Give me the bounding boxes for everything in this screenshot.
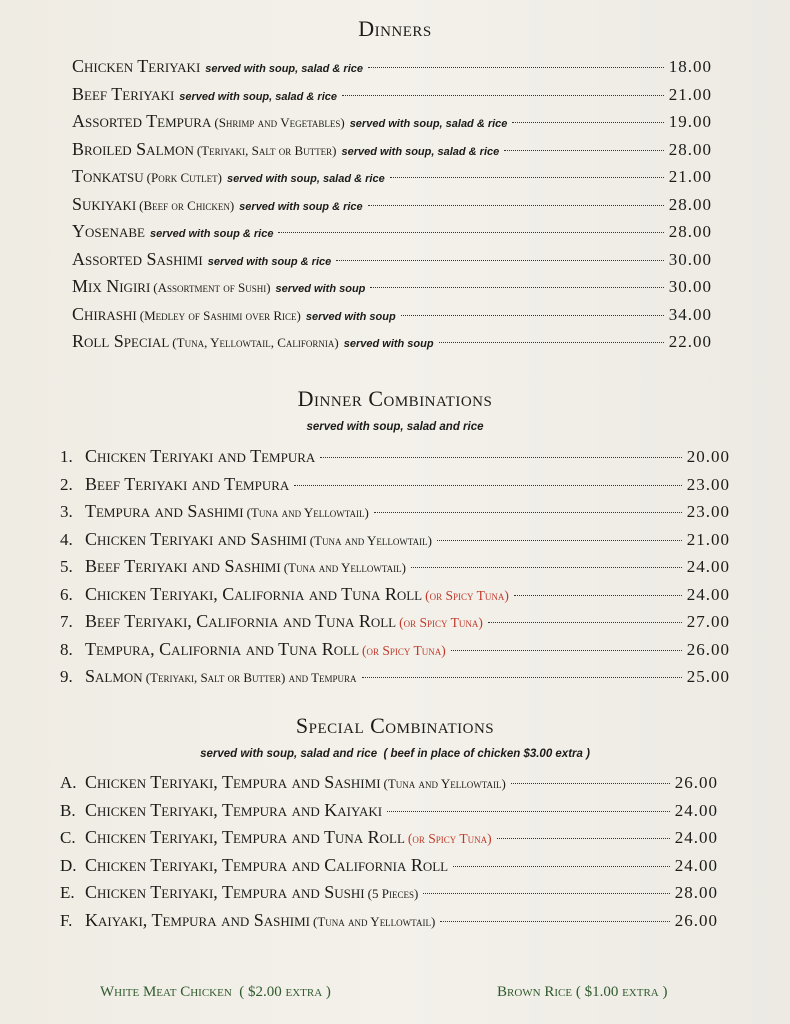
item-spicy-option: (or Spicy Tuna) (362, 642, 446, 658)
item-note: (Beef or Chicken) (139, 197, 235, 213)
item-name: Yosenabe (72, 221, 145, 241)
dot-leader (387, 811, 670, 812)
dot-leader (453, 866, 670, 867)
dot-leader (362, 677, 682, 678)
item-description: served with soup (343, 338, 434, 350)
dinner-combinations-heading: Dinner Combinations (297, 386, 493, 411)
item-note: (Tuna and Yellowtail) (246, 505, 369, 520)
menu-item (72, 194, 712, 222)
item-marker: 7. (60, 612, 73, 631)
item-description: served with soup, salad & rice (205, 63, 364, 75)
item-description: served with soup & rice (239, 200, 363, 213)
item-name: Tempura and Sashimi (85, 501, 244, 521)
item-price: 24.00 (674, 855, 718, 875)
item-name: Chicken Teriyaki, Tempura and California Roll (85, 854, 449, 875)
item-marker: 1. (60, 447, 73, 466)
item-name: Beef Teriyaki and Tempura (85, 473, 290, 494)
item-price: 26.00 (686, 639, 730, 659)
item-note: (Assortment of Sushi) (153, 280, 271, 295)
item-note: (Tuna and Yellowtail) (313, 913, 436, 929)
dot-leader (488, 622, 682, 623)
item-name: Chicken Teriyaki and Tempura (85, 446, 316, 466)
item-marker: E. (60, 883, 75, 902)
dinners-heading: Dinners (358, 16, 432, 41)
item-name: Tonkatsu (72, 166, 144, 186)
item-name: Broiled Salmon (72, 138, 194, 159)
dot-leader (370, 287, 663, 288)
menu-item (72, 84, 712, 112)
item-description: served with soup (305, 310, 396, 323)
item-name: Salmon (85, 666, 143, 686)
brown-rice-note: Brown Rice ( $1.00 extra ) (497, 984, 668, 1000)
item-note: (Tuna, Yellowtail, California) (172, 335, 339, 350)
item-note: (Teriyaki, Salt or Butter) (196, 142, 337, 158)
menu-item (72, 111, 712, 139)
item-price: 23.00 (686, 474, 730, 494)
item-description: served with soup, salad & rice (349, 118, 508, 130)
white-meat-chicken-note: White Meat Chicken ( $2.00 extra ) (100, 984, 331, 1000)
item-name: Assorted Tempura (72, 111, 212, 131)
item-name: Chicken Teriyaki, Tempura and Sushi (85, 882, 365, 902)
item-price: 34.00 (668, 304, 712, 324)
item-spicy-option: (or Spicy Tuna) (399, 615, 483, 630)
dot-leader (294, 485, 681, 486)
item-marker: 6. (60, 584, 73, 604)
menu-item (60, 474, 730, 502)
item-name: Chicken Teriyaki, California and Tuna Roll (85, 583, 423, 604)
item-marker: 8. (60, 639, 73, 659)
menu-item (60, 910, 718, 938)
item-price: 26.00 (674, 910, 718, 930)
dot-leader (368, 67, 664, 68)
item-note: (Tuna and Yellowtail) (383, 776, 506, 791)
menu-item (60, 882, 718, 910)
item-name: Sukiyaki (72, 193, 137, 214)
menu-item (60, 666, 730, 694)
item-price: 21.00 (668, 167, 712, 186)
dot-leader (504, 150, 664, 151)
item-price: 24.00 (686, 584, 730, 604)
item-price: 21.00 (668, 84, 712, 104)
item-note: (Shrimp and Vegetables) (214, 115, 345, 130)
menu-item (72, 56, 712, 84)
item-price: 28.00 (668, 139, 712, 159)
item-price: 24.00 (674, 800, 718, 820)
item-name: Beef Teriyaki (72, 83, 175, 104)
special-combinations-heading: Special Combinations (295, 713, 495, 738)
item-spicy-option: (or Spicy Tuna) (425, 587, 509, 603)
item-name: Beef Teriyaki, California and Tuna Roll (85, 611, 397, 631)
menu-item (60, 529, 730, 557)
item-price: 24.00 (674, 828, 718, 847)
item-marker: 4. (60, 529, 73, 549)
item-price: 30.00 (668, 277, 712, 296)
dot-leader (440, 921, 669, 922)
menu-item (60, 556, 730, 584)
item-price: 27.00 (686, 612, 730, 631)
item-price: 24.00 (686, 557, 730, 576)
special-combinations-subtitle: served with soup, salad and rice ( beef in place of chicken $3.00 extra ) (200, 748, 590, 760)
item-price: 20.00 (686, 447, 730, 466)
item-spicy-option: (or Spicy Tuna) (407, 831, 492, 846)
dot-leader (511, 783, 670, 784)
item-name: Chirashi (72, 303, 137, 324)
item-name: Chicken Teriyaki, Tempura and Tuna Roll (85, 827, 405, 847)
dot-leader (401, 315, 664, 316)
menu-item (60, 639, 730, 667)
menu-item (60, 855, 718, 883)
item-price: 18.00 (668, 57, 712, 76)
item-marker: B. (60, 800, 76, 820)
menu-item (60, 501, 730, 529)
dot-leader (374, 512, 682, 513)
item-name: Kaiyaki, Tempura and Sashimi (85, 909, 311, 930)
item-description: served with soup, salad & rice (226, 173, 385, 185)
item-note: (Pork Cutlet) (146, 170, 222, 185)
menu-item (60, 611, 730, 639)
dot-leader (411, 567, 682, 568)
menu-item (60, 827, 718, 855)
item-description: served with soup & rice (149, 228, 274, 240)
dinner-combinations-subtitle: served with soup, salad and rice (306, 421, 484, 433)
item-marker: A. (60, 773, 77, 792)
special-combinations-list (60, 772, 718, 937)
item-name: Chicken Teriyaki, Tempura and Kaiyaki (85, 799, 383, 820)
dot-leader (278, 232, 663, 233)
item-note: (5 Pieces) (367, 886, 419, 901)
menu-item (72, 249, 712, 277)
dinner-combinations-list (60, 446, 730, 694)
item-price: 22.00 (668, 332, 712, 351)
item-note: (Tuna and Yellowtail) (309, 532, 432, 548)
item-marker: 9. (60, 667, 73, 686)
item-name: Roll Special (72, 331, 170, 351)
item-marker: F. (60, 910, 73, 930)
menu-item (72, 166, 712, 194)
menu-item (60, 772, 718, 800)
dot-leader (342, 95, 664, 96)
menu-item (60, 800, 718, 828)
item-price: 28.00 (674, 883, 718, 902)
dot-leader (437, 540, 682, 541)
item-name: Beef Teriyaki and Sashimi (85, 556, 281, 576)
item-name: Chicken Teriyaki (72, 56, 201, 76)
dot-leader (439, 342, 664, 343)
item-name: Mix Nigiri (72, 276, 151, 296)
item-marker: C. (60, 828, 76, 847)
item-note: (Medley of Sashimi over Rice) (139, 307, 301, 323)
menu-item (60, 584, 730, 612)
dot-leader (368, 205, 664, 206)
item-price: 30.00 (668, 249, 712, 269)
menu-item (60, 446, 730, 474)
item-price: 25.00 (686, 667, 730, 686)
item-description: served with soup, salad & rice (341, 145, 500, 158)
item-description: served with soup & rice (207, 255, 332, 268)
item-marker: 3. (60, 502, 73, 521)
item-price: 28.00 (668, 222, 712, 241)
dinners-list (72, 56, 712, 359)
dot-leader (451, 650, 682, 651)
dot-leader (423, 893, 669, 894)
item-marker: 2. (60, 474, 73, 494)
item-price: 28.00 (668, 194, 712, 214)
item-price: 23.00 (686, 502, 730, 521)
item-name: Tempura, California and Tuna Roll (85, 638, 360, 659)
dot-leader (336, 260, 664, 261)
dot-leader (512, 122, 663, 123)
dot-leader (497, 838, 670, 839)
item-description: served with soup (275, 283, 366, 295)
item-name: Chicken Teriyaki, Tempura and Sashimi (85, 772, 381, 792)
menu-item (72, 139, 712, 167)
item-description: served with soup, salad & rice (179, 90, 338, 103)
menu-item (72, 331, 712, 359)
item-marker: D. (60, 855, 77, 875)
item-price: 21.00 (686, 529, 730, 549)
item-marker: 5. (60, 557, 73, 576)
menu-item (72, 276, 712, 304)
item-name: Assorted Sashimi (72, 248, 203, 269)
item-note: (Teriyaki, Salt or Butter) and Tempura (145, 670, 357, 685)
dot-leader (514, 595, 682, 596)
dot-leader (390, 177, 664, 178)
item-name: Chicken Teriyaki and Sashimi (85, 528, 307, 549)
item-price: 19.00 (668, 112, 712, 131)
menu-item (72, 304, 712, 332)
item-note: (Tuna and Yellowtail) (283, 560, 406, 575)
dot-leader (320, 457, 681, 458)
menu-item (72, 221, 712, 249)
item-price: 26.00 (674, 773, 718, 792)
